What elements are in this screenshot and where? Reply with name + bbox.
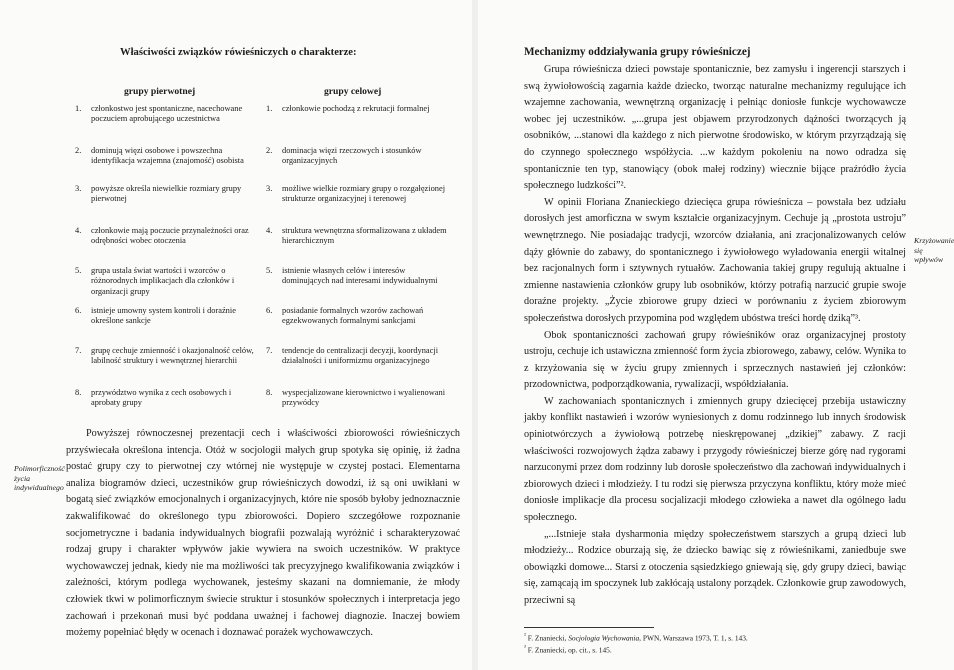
primary-cell: powyższe określa niewielkie rozmiary grupy pierwotnej xyxy=(91,184,242,204)
row-number: 6. xyxy=(75,306,82,315)
row-number: 5. xyxy=(266,266,273,275)
paragraph: Grupa rówieśnicza dzieci powstaje spontanicznie, bez zamysłu i ingerencji starszych i swą żywiołowością zagarnia każde dziecko, tworząc naturalne mechanizmy regulujące ich wzajemne zachowania, wewnętrzną organizację i pełniąc doniosłe funkcje wychowawcze wobec jej uczestników. „...grupa jest objawem przyrodzonych dążności tworzących ją osobników, ...stanowi dla każdego z nich pierwotne środowisko, w którym przyrządzają się do czynnego społecznego współżycia. ...w każdym pokoleniu na nowo odradza się spontanicznie ten typ, stanowiący (obok małej rodziny) wiecznie bijące praźródło życia społecznego ludzkości”². xyxy=(524,64,906,192)
footnote-mark: ² xyxy=(524,633,526,639)
row-number: 7. xyxy=(75,346,82,355)
primary-cell: członkowie mają poczucie przynależności oraz odrębności wobec otoczenia xyxy=(91,226,249,246)
row-number: 2. xyxy=(75,146,82,155)
section-heading: Mechanizmy oddziaływania grupy rówieśniczej xyxy=(524,46,751,58)
purposive-cell: wyspecjalizowane kierownictwo i wyalienowani przywódcy xyxy=(282,388,446,408)
right-page xyxy=(478,0,954,670)
row-number: 5. xyxy=(75,266,82,275)
footnote-divider xyxy=(524,627,654,628)
purposive-cell: możliwe wielkie rozmiary grupy o rozgałęzionej strukturze organizacyjnej i terenowej xyxy=(282,184,446,204)
paragraph: W zachowaniach spontanicznych i zmiennych grupy dziecięcej przebija ustawiczny jakby konflikt nastawień i wzorów wyniesionych z domu rodzinnego lub innych środowisk opiniotwórczych a żywiołową potrzebę nieskrępowanej „dzikiej” zabawy. Z racji właściwości rozwojowych żądza zabawy i przygody rówieśniczej bierze górę nad rygorami narzuconymi przez dom rodzinny lub dorosłe społeczeństwo dla zachowań indywidualnych i zbiorowych dzieci i młodzieży. I tu rodzi się pierwsza przyczyna konfliktu, który może mieć doniosłe implikacje dla procesu socjalizacji młodego człowieka a nawet dla ogólnego ładu społecznego. xyxy=(524,395,906,524)
purposive-cell: członkowie pochodzą z rekrutacji formalnej xyxy=(282,104,430,113)
primary-cell: członkostwo jest spontaniczne, nacechowane poczuciem aprobującego uczestnictwa xyxy=(91,104,243,124)
footnote-mark: ³ xyxy=(524,645,526,652)
row-number: 3. xyxy=(266,184,273,193)
row-number: 4. xyxy=(266,226,273,235)
paragraph: Obok spontaniczności zachowań grupy rówieśników oraz organizacyjnej prostoty ustroju, cechuje ich ustawiczna zmienność form życia zbiorowego, zabawy, celów. Wynika to z krzyżowania się w życiu grupy zmiennych i sprzecznych nastawień jej członków: przodownictwa, podporządkowania, rywalizacji, współdziałania. xyxy=(524,329,906,391)
footnote xyxy=(524,643,904,655)
row-number: 1. xyxy=(266,104,273,113)
purposive-cell: posiadanie formalnych wzorów zachowań egzekwowanych formalnymi sankcjami xyxy=(282,306,424,326)
primary-cell: przywództwo wynika z cech osobowych i aprobaty grupy xyxy=(91,388,232,408)
row-number: 7. xyxy=(266,346,273,355)
paragraph: Powyższej równoczesnej prezentacji cech i właściwości zbiorowości rówieśniczych przyświecała określona intencja. Otóż w socjologii małych grup spotyka się opinię, iż żadna postać grupy czy to pierwotnej czy wtórnej nie występuje w czystej postaci. Elementarna analiza biogramów dzieci, uczestników grup rówieśniczych dowodzi, iż są oni uwikłani w bogatą sieć związków emocjonalnych i organizacyjnych, które nie sposób byłoby jednoznacznie zakwalifikować do określonego typu zbiorowości. Dopiero szczegółowe rozpoznanie socjometryczne i badania indywidualnych biografii pozwalają wyróżnić i scharakteryzować rodzaj grupy i charakter wpływów jakie wywiera na swoich uczestników. W praktyce wychowawczej jednak, kiedy nie ma możliwości tak precyzyjnego kwalifikowania związków i zależności, którym podlega wychowanek, jesteśmy skazani na domniemanie, że młody człowiek tkwi w polimorficznym świecie struktur i stosunków społecznych i interpretacja jego zachowań i przekonań musi być poddana uważnej i fachowej diagnozie. Inaczej bowiem możemy popełniać błędy w ocenach i doznawać porażek wychowawczych. xyxy=(66,428,460,639)
paragraph: „...Istnieje stała dysharmonia między społeczeństwem starszych a grupą dzieci lub młodzieży... Rodzice oburzają się, że dziecko bawiąc się z rówieśnikami, zaniedbuje swe obowiązki domowe... Starsi z otoczenia sąsiedzkiego gniewają się, gdy grupy dzieci, bawiąc się, zamącają im spoczynek lub zakłócają ustalony porządek. Członkowie grup zawodowych, przeciwni są xyxy=(524,528,906,606)
purposive-cell: istnienie własnych celów i interesów dominujących nad interesami indywidualnymi xyxy=(282,266,438,286)
footnote xyxy=(524,631,904,643)
paragraph: W opinii Floriana Znanieckiego dziecięca grupa rówieśnicza – powstała bez udziału dorosłych jest amorficzna w swym kształcie organizacyjnym. Cechuje ją „prostota ustroju” wewnętrznego. Nie posiadając tradycji, wzorców działania, ani zracjonalizowanych celów dąży głównie do zabawy, do spontanicznego i żywiołowego wyładowania energii witalnej bez racjonalnych form i sztywnych rytuałów. Zachowania takiej grupy regulują aktualne i zmienne nastawienia członków grupy lub osobników, którzy potrafią narzucić grupie swoje doraźne projekty. „Życie zbiorowe grupy dzieci w porównaniu z życiem zbiorowym społeczeństwa dorosłych przypomina pod względem ubóstwa treści hordę dziką”³. xyxy=(524,196,906,324)
row-number: 1. xyxy=(75,104,82,113)
purposive-cell: dominacja więzi rzeczowych i stosunków organizacyjnych xyxy=(282,146,422,166)
table-title: Właściwości związków rówieśniczych o charakterze: xyxy=(120,47,357,58)
primary-group-header: grupy pierwotnej xyxy=(124,86,196,97)
row-number: 6. xyxy=(266,306,273,315)
purposive-cell: tendencje do centralizacji decyzji, koordynacji działalności i uniformizmu organizacyjnego xyxy=(282,346,439,366)
primary-cell: istnieje umowny system kontroli i doraźnie określone sankcje xyxy=(91,306,236,326)
footnote-work: Socjologia Wychowania xyxy=(568,633,640,643)
row-number: 8. xyxy=(266,388,273,397)
row-number: 3. xyxy=(75,184,82,193)
margin-note: Krzyżowanie się wpływów xyxy=(914,236,954,264)
body-text xyxy=(524,62,906,610)
row-number: 8. xyxy=(75,388,82,397)
body-text xyxy=(66,426,460,642)
primary-cell: dominują więzi osobowe i powszechna identyfikacja wzajemna (znajomość) osobista xyxy=(91,146,244,166)
purposive-group-header: grupy celowej xyxy=(324,86,382,97)
margin-note: Polimorficzność życia indywidualnego xyxy=(14,464,65,492)
footnotes xyxy=(524,631,904,656)
footnote-rest: , PWN, Warszawa 1973, T. 1, s. 143. xyxy=(639,633,748,643)
footnote-author: F. Znaniecki, xyxy=(527,633,569,643)
row-number: 4. xyxy=(75,226,82,235)
footnote-author: F. Znaniecki, op. cit., s. 145. xyxy=(527,645,612,655)
purposive-cell: struktura wewnętrzna sformalizowana z układem hierarchicznym xyxy=(282,226,447,246)
row-number: 2. xyxy=(266,146,273,155)
primary-cell: grupę cechuje zmienność i okazjonalność celów, labilność struktury i wewnętrznej hierarchii xyxy=(91,346,254,366)
primary-cell: grupa ustala świat wartości i wzorców o różnorodnych implikacjach dla członków i organizacji grupy xyxy=(91,266,235,296)
